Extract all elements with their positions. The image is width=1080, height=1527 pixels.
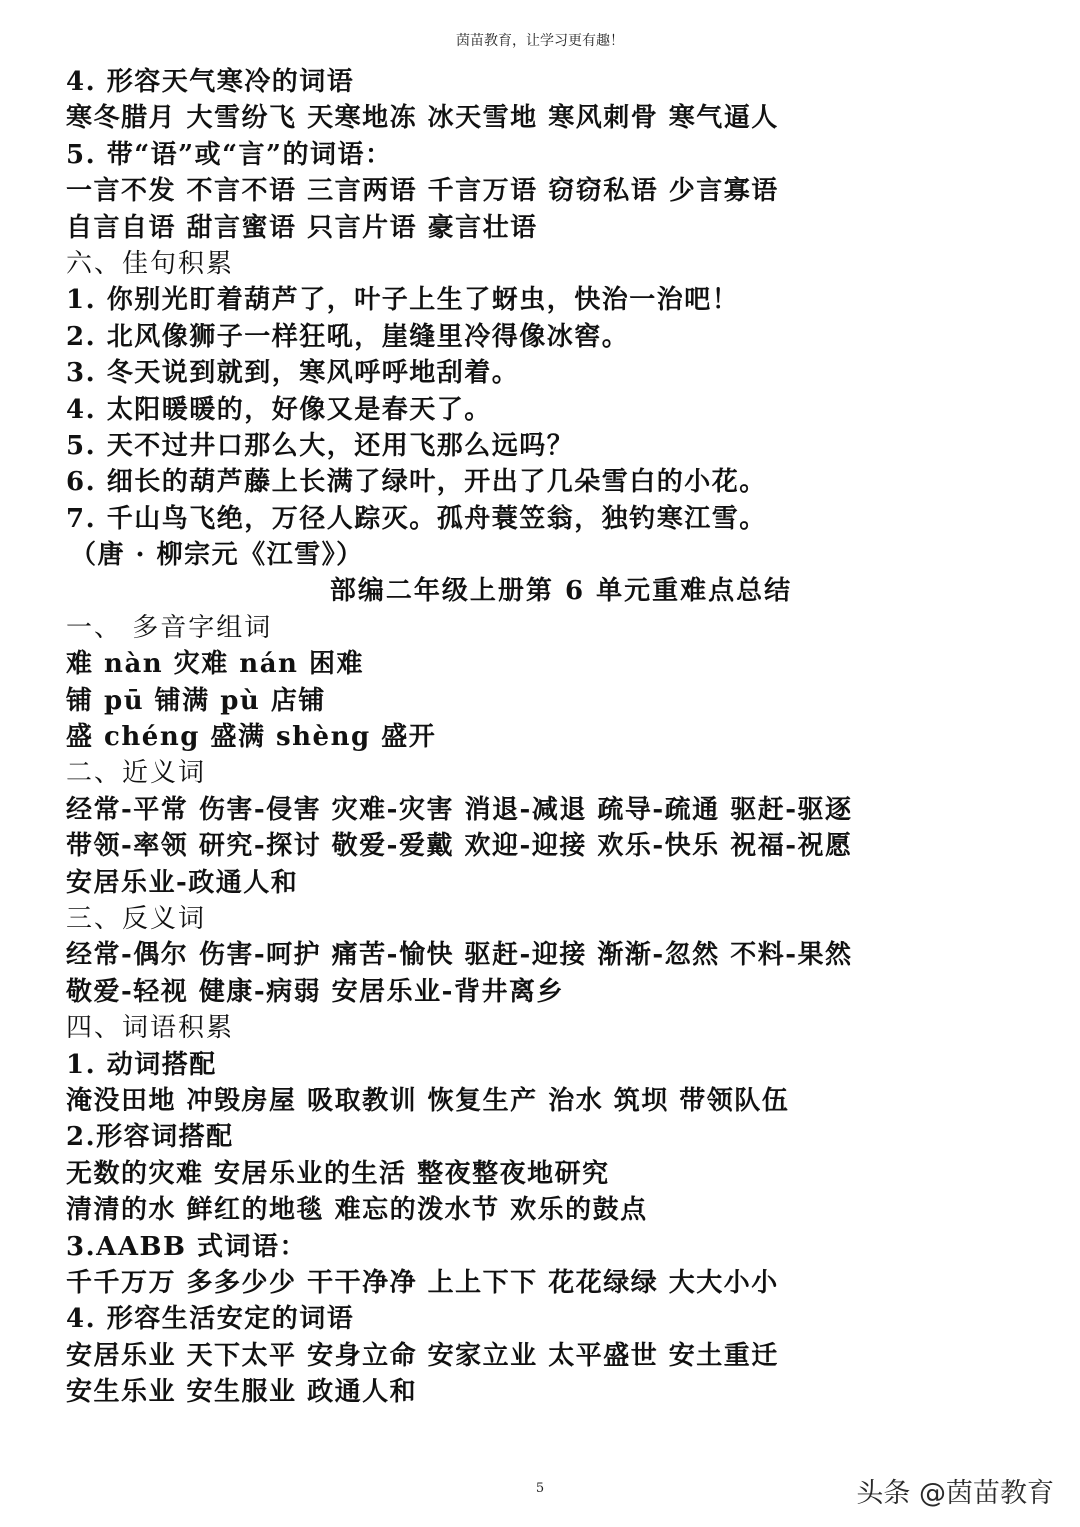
text-line: 经常-偶尔 伤害-呵护 痛苦-愉快 驱赶-迎接 渐渐-忽然 不料-果然 xyxy=(66,940,853,971)
text-line: 4. 太阳暖暖的，好像又是春天了。 xyxy=(66,394,492,425)
section-heading: 三、反义词 xyxy=(66,903,207,934)
text-line: 安居乐业 天下太平 安身立命 安家立业 太平盛世 安土重迁 xyxy=(66,1340,779,1371)
poem-citation: （唐 · 柳宗元《江雪》） xyxy=(70,540,364,571)
watermark: 头条 @茵苗教育 xyxy=(856,1478,1054,1509)
text-line: 寒冬腊月 大雪纷飞 天寒地冻 冰天雪地 寒风刺骨 寒气逼人 xyxy=(66,103,779,134)
text-line: 6. 细长的葫芦藤上长满了绿叶，开出了几朵雪白的小花。 xyxy=(66,467,767,498)
text-line: 盛 chéng 盛满 shèng 盛开 xyxy=(66,722,437,753)
text-line: 自言自语 甜言蜜语 只言片语 豪言壮语 xyxy=(66,212,538,243)
text-line: 安生乐业 安生服业 政通人和 xyxy=(66,1377,418,1408)
text-line: 5. 天不过井口那么大，还用飞那么远吗？ xyxy=(66,430,575,461)
text-line: 安居乐业-政通人和 xyxy=(66,867,299,898)
text-line: 7. 千山鸟飞绝，万径人踪灭。孤舟蓑笠翁，独钓寒江雪。 xyxy=(66,503,767,534)
section-heading: 四、词语积累 xyxy=(66,1013,235,1044)
text-line: 3. 冬天说到就到，寒风呼呼地刮着。 xyxy=(66,358,520,389)
text-line: 经常-平常 伤害-侵害 灾难-灾害 消退-减退 疏导-疏通 驱赶-驱逐 xyxy=(66,794,853,825)
unit-title: 部编二年级上册第 6 单元重难点总结 xyxy=(329,576,793,607)
section-heading: 一、 多音字组词 xyxy=(66,612,273,643)
text-line: 敬爱-轻视 健康-病弱 安居乐业-背井离乡 xyxy=(66,976,564,1007)
text-line: 1. 动词搭配 xyxy=(66,1049,217,1080)
text-line: 1. 你别光盯着葫芦了，叶子上生了蚜虫，快治一治吧！ xyxy=(66,285,740,316)
text-line: 铺 pū 铺满 pù 店铺 xyxy=(66,685,326,716)
text-line: 无数的灾难 安居乐业的生活 整夜整夜地研究 xyxy=(66,1158,610,1189)
text-line: 5. 带“语”或“言”的词语： xyxy=(66,139,393,170)
section-heading: 二、近义词 xyxy=(66,758,207,789)
text-line: 2.形容词搭配 xyxy=(66,1122,234,1153)
section-heading: 六、佳句积累 xyxy=(66,248,235,279)
text-line: 带领-率领 研究-探讨 敬爱-爱戴 欢迎-迎接 欢乐-快乐 祝福-祝愿 xyxy=(66,831,853,862)
text-line: 清清的水 鲜红的地毯 难忘的泼水节 欢乐的鼓点 xyxy=(66,1195,648,1226)
text-line: 一言不发 不言不语 三言两语 千言万语 窃窃私语 少言寡语 xyxy=(66,176,779,207)
page-number: 5 xyxy=(535,1481,545,1496)
page-header: 茵苗教育，让学习更有趣！ xyxy=(456,33,624,49)
text-line: 3.AABB 式词语： xyxy=(66,1231,307,1262)
text-line: 4. 形容天气寒冷的词语 xyxy=(66,67,355,97)
text-line: 4. 形容生活安定的词语 xyxy=(66,1304,355,1335)
text-line: 千千万万 多多少少 干干净净 上上下下 花花绿绿 大大小小 xyxy=(66,1267,779,1298)
text-line: 难 nàn 灾难 nán 困难 xyxy=(66,649,365,680)
text-line: 淹没田地 冲毁房屋 吸取教训 恢复生产 治水 筑坝 带领队伍 xyxy=(66,1085,790,1116)
document-body xyxy=(66,64,1026,1410)
text-line: 2. 北风像狮子一样狂吼，崖缝里冷得像冰窖。 xyxy=(66,321,630,352)
